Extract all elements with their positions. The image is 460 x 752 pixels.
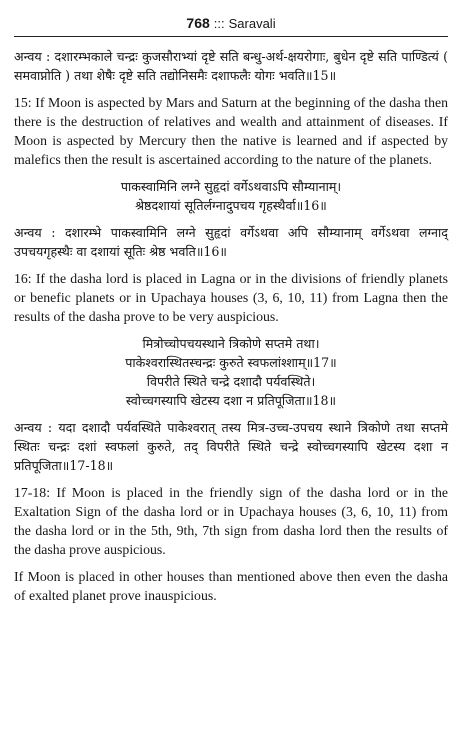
translation-17-18: 17-18: If Moon is placed in the friendly sign of the dasha lord or in the Exaltation Sign of the dasha lord or in Upachaya houses (3, 6, 10, 11) from the dasha lord or in the 5th, 9th, 7th sign from dasha lord then the results of the dasha prove auspicious. — [14, 485, 448, 557]
verse-line: पाकस्वामिनि लग्ने सुहृदां वर्गेऽथवाऽपि सौम्यानाम्। — [120, 179, 342, 194]
page-number: 768 — [186, 15, 210, 31]
verse-line: विपरीते स्थिते चन्द्रे दशादौ पर्यवस्थिते। — [146, 374, 316, 389]
translation-15: 15: If Moon is aspected by Mars and Saturn at the beginning of the dasha then there is the destruction of relatives and wealth and attainment of diseases. If Moon is aspected by Mercury then the native is learned and if aspected by malefics then the result is ascertained according to the nature of the planets. — [14, 95, 448, 167]
verse-17-18 — [14, 334, 448, 410]
verse-16 — [14, 177, 448, 215]
verse-line: मित्रोच्चोपचयस्थाने त्रिकोणे सप्तमे तथा। — [142, 336, 320, 351]
verse-line: श्रेष्ठदशायां सूतिर्लग्नादुपचय गृहस्थैर्वा॥16॥ — [135, 198, 327, 213]
verse-line: स्वोच्चगस्यापि खेटस्य दशा न प्रतिपूजिता॥18॥ — [125, 393, 337, 408]
book-title: Saravali — [228, 15, 276, 31]
translation-16: 16: If the dasha lord is placed in Lagna or in the divisions of friendly planets or benefic planets or in Upachaya houses (3, 6, 10, 11) from Lagna then the results of the dasha prove to be very auspicious. — [14, 271, 448, 324]
translation-closing: If Moon is placed in other houses than mentioned above then even the dasha of exalted planet prove inauspicious. — [14, 569, 448, 603]
header-separator: ::: — [213, 15, 225, 31]
verse-line: पाकेश्वरास्थितस्चन्द्रः कुरुते स्वफलांश्शाम्॥17॥ — [125, 355, 337, 370]
anvaya-16: अन्वय : दशारम्भे पाकस्वामिनि लग्ने सुहृदां वर्गेऽथवा अपि सौम्यानाम् वर्गेऽथवा लग्नाद् उपचयगृहस्थैः वा दशायां सूतिः श्रेष्ठ भवति॥16॥ — [14, 225, 448, 259]
page-header — [14, 10, 448, 37]
anvaya-17-18: अन्वय : यदा दशादौ पर्यवस्थिते पाकेश्वरात् तस्य मित्र-उच्च-उपचय स्थाने त्रिकोणे तथा सप्तमे स्थितः चन्द्रः दशां स्वफलां कुरुते, तद् विपरीते स्थिते चन्द्रे स्वोच्चगस्यापि खेटस्य दशा न प्रतिपूजिता॥17-18॥ — [14, 420, 448, 473]
anvaya-15: अन्वय : दशारम्भकाले चन्द्रः कुजसौराभ्यां दृष्टे सति बन्धु-अर्थ-क्षयरोगाः, बुधेन दृष्टे सति पाण्डित्यं ( समवाप्नोति ) तथा शेषैः दृष्टे सति तद्योनिसमैः दशाफलैः योगः भवति॥15॥ — [14, 49, 448, 83]
